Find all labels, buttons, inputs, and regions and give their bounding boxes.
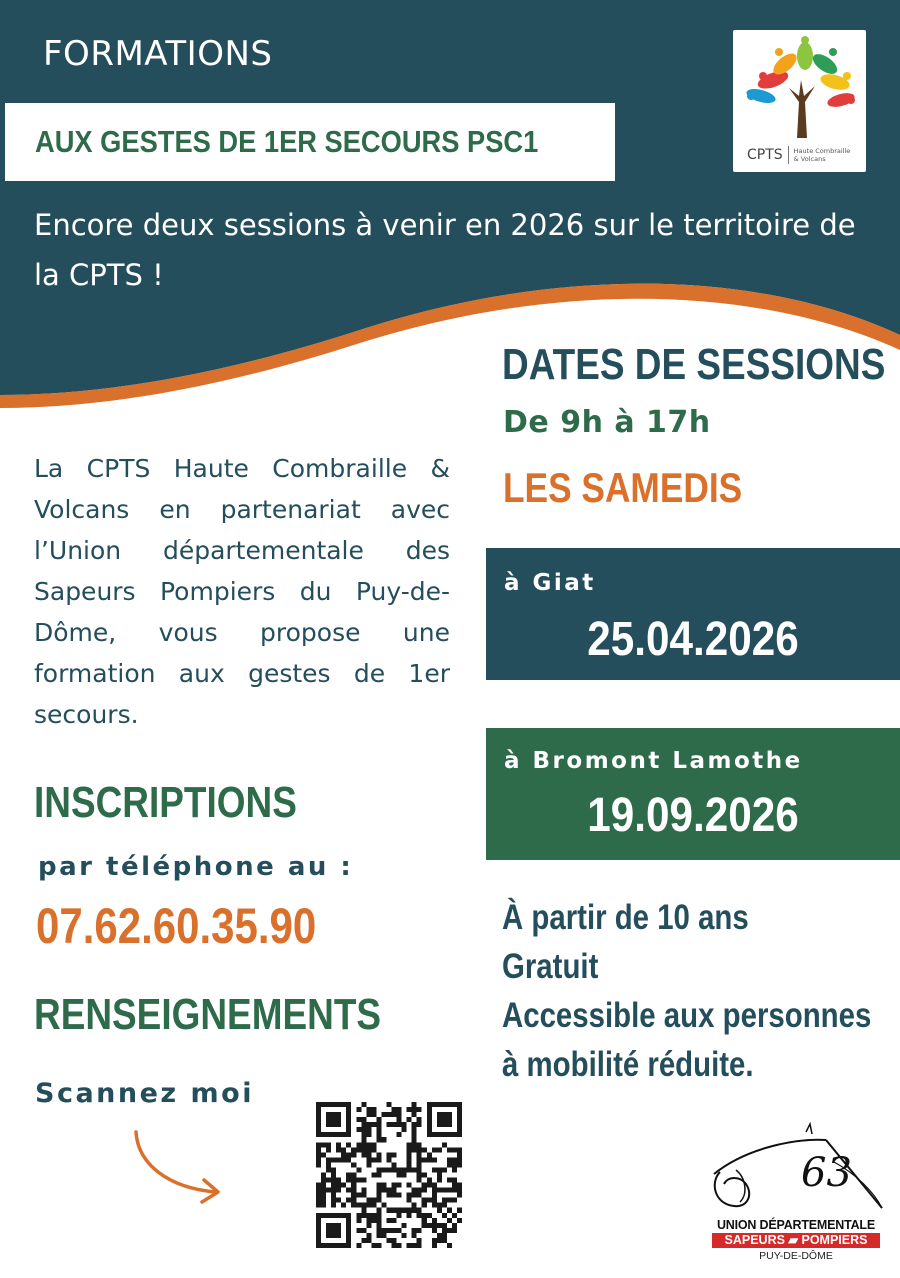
registration-heading: INSCRIPTIONS: [34, 778, 297, 827]
logo-name: CPTS: [747, 147, 783, 163]
logo-subtitle-line1: Haute Combraille: [793, 147, 851, 155]
cpts-logo: [733, 30, 866, 172]
info-item-price: Gratuit: [502, 947, 599, 986]
info-item-mobility: à mobilité réduite.: [502, 1045, 754, 1084]
intro-text: La CPTS Haute Combraille & Volcans en partenariat avec l’Union départementale des Sapeurs Pompiers du Puy-de-Dôme, vous propose une formation aux gestes de 1er secours.: [34, 454, 450, 729]
emblem-number: 63: [801, 1150, 852, 1196]
logo-caption: [747, 146, 850, 164]
info-list: [502, 893, 871, 1089]
subtitle: Encore deux sessions à venir en 2026 sur le territoire de la CPTS !: [34, 208, 856, 292]
page-title: AUX GESTES DE 1ER SECOURS PSC1: [35, 124, 539, 159]
info-item-age: À partir de 10 ans: [502, 898, 749, 937]
session-card-giat: [486, 548, 900, 680]
logo-line3: PUY-DE-DÔME: [759, 1250, 833, 1262]
kicker-heading: FORMATIONS: [43, 34, 273, 74]
logo-subtitle-line2: & Volcans: [793, 155, 826, 163]
session-date: 19.09.2026: [587, 789, 799, 842]
phone-number[interactable]: 07.62.60.35.90: [36, 898, 317, 954]
title-banner: [5, 103, 615, 181]
logo-divider: [788, 146, 789, 164]
curved-arrow-icon: [128, 1126, 228, 1206]
firefighter-emblem-icon: [706, 1122, 886, 1218]
session-hours: De 9h à 17h: [503, 405, 711, 440]
logo-line2: SAPEURS ▰ POMPIERS: [712, 1233, 880, 1248]
session-date: 25.04.2026: [587, 613, 799, 666]
logo-line1: UNION DÉPARTEMENTALE: [716, 1218, 876, 1232]
session-place: à Giat: [504, 570, 596, 596]
session-card-bromont: [486, 728, 900, 860]
sessions-heading: DATES DE SESSIONS: [502, 340, 886, 389]
logo-subtitle: [794, 147, 851, 163]
session-place: à Bromont Lamothe: [504, 748, 803, 774]
details-heading: RENSEIGNEMENTS: [34, 990, 382, 1039]
tree-people-icon: [733, 30, 866, 142]
scan-label: Scannez moi: [35, 1078, 254, 1109]
qr-code-icon[interactable]: [316, 1102, 462, 1248]
phone-label: par téléphone au :: [38, 852, 354, 882]
session-day: LES SAMEDIS: [503, 464, 743, 511]
info-item-access: Accessible aux personnes: [502, 996, 872, 1035]
union-departementale-logo: [706, 1122, 886, 1262]
